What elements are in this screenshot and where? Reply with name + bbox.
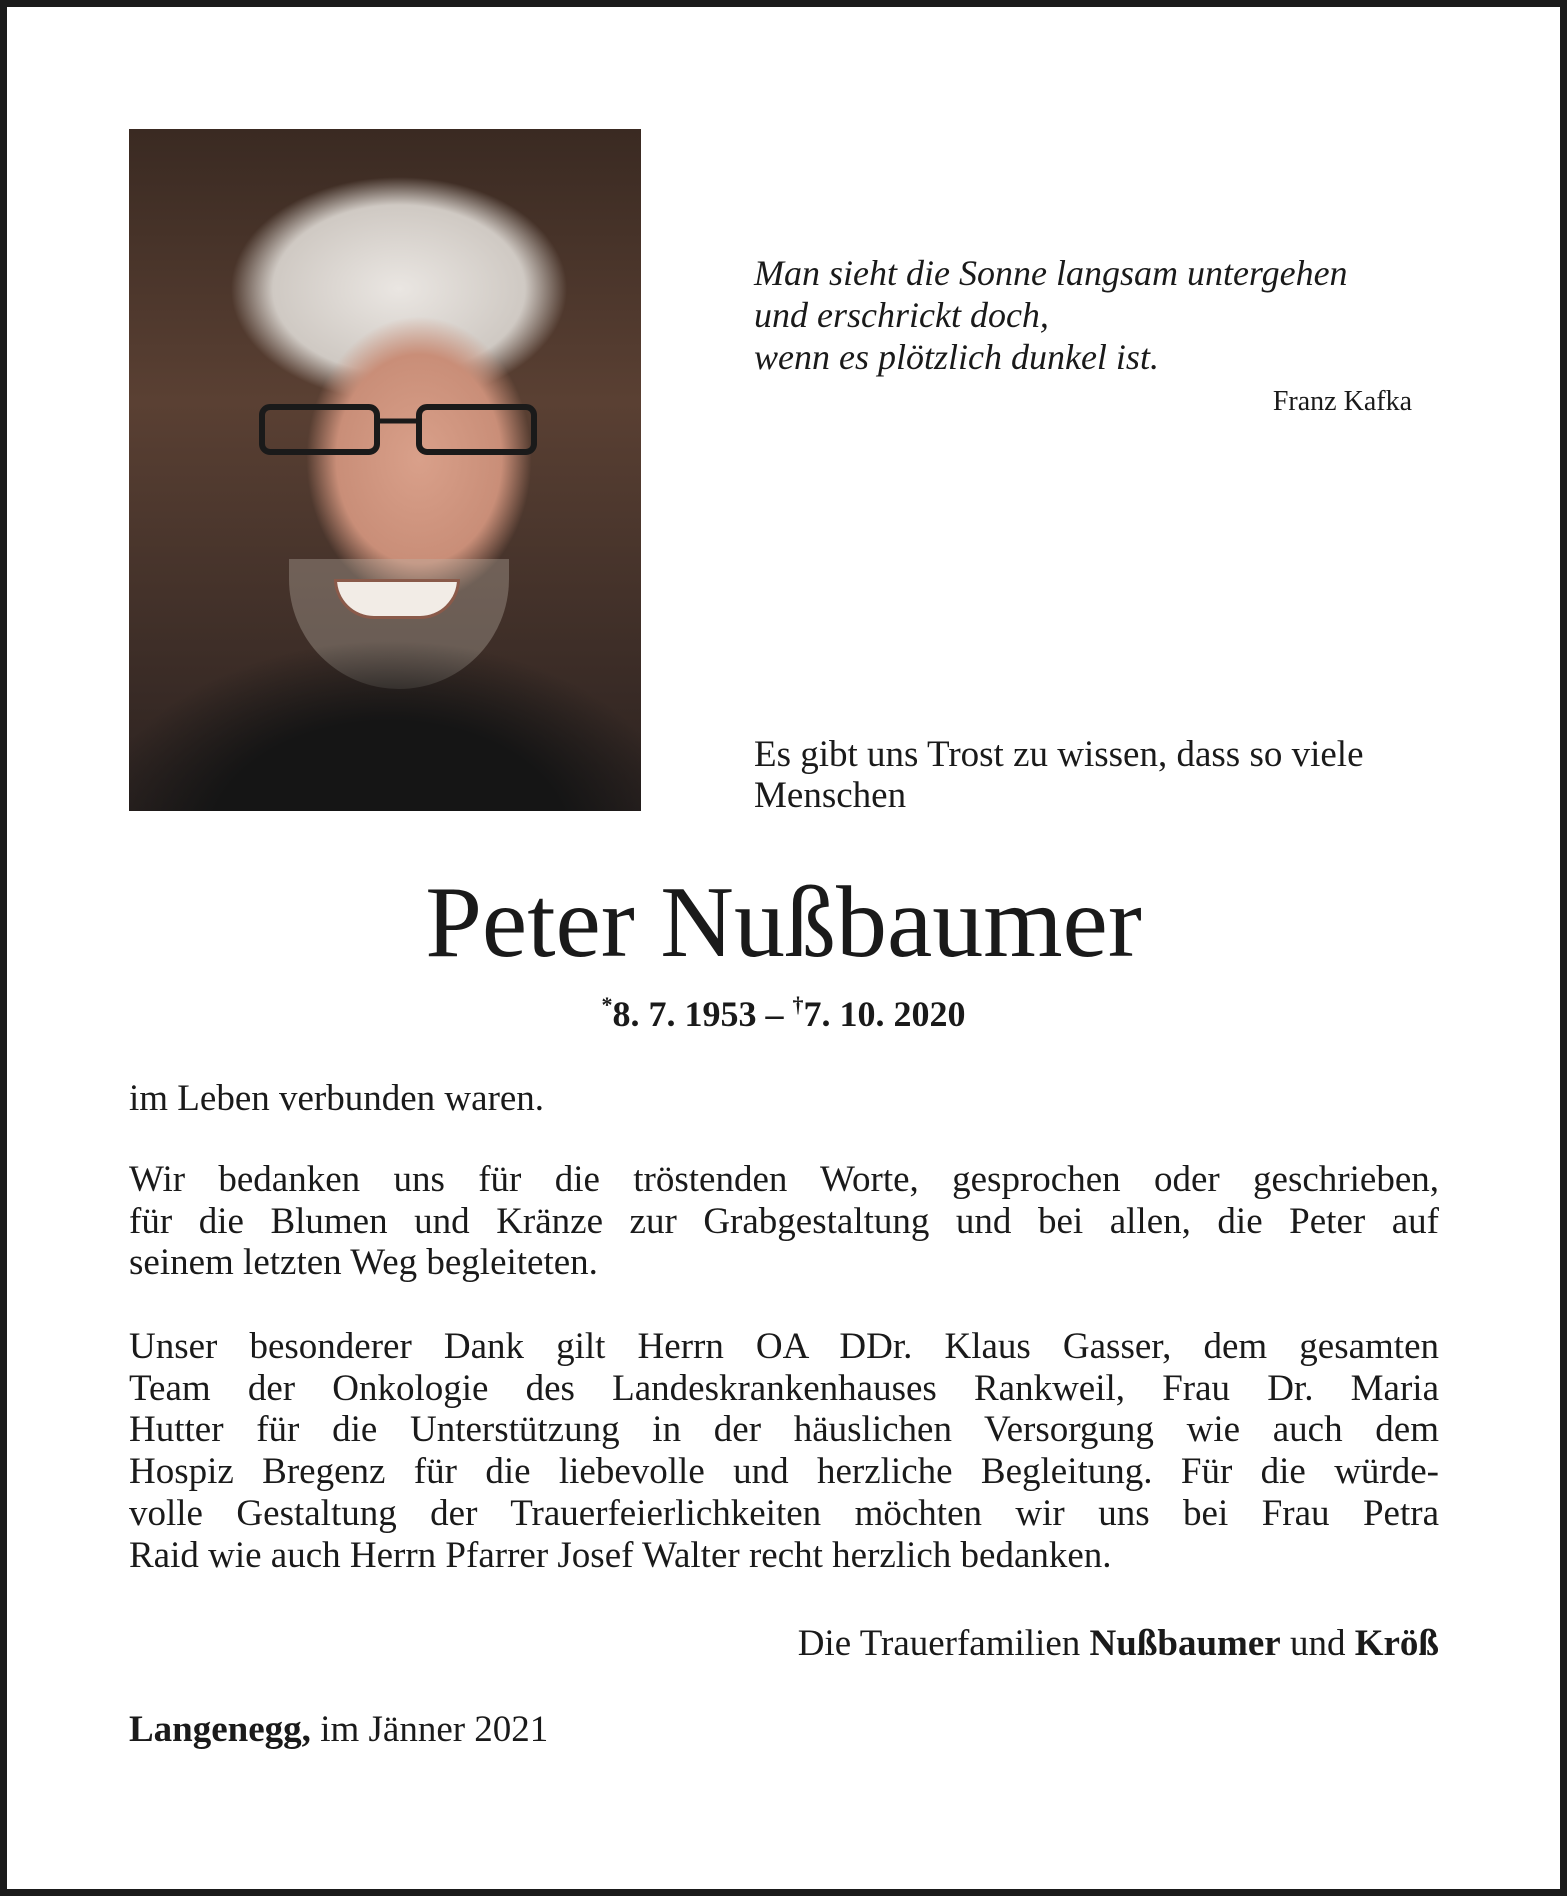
place-town: Langenegg, xyxy=(129,1709,311,1750)
date-separator: – xyxy=(756,994,793,1034)
intro-text xyxy=(754,734,1364,816)
family-name-2: Kröß xyxy=(1354,1623,1439,1664)
birth-date: 8. 7. 1953 xyxy=(612,994,757,1034)
quote-author: Franz Kafka xyxy=(1272,386,1412,417)
text-line: Wir bedanken uns für die tröstenden Worte, gesprochen oder geschrieben, xyxy=(129,1159,1439,1200)
paragraph-1 xyxy=(129,1078,1439,1120)
family-name-1: Nußbaumer xyxy=(1089,1623,1281,1664)
signature xyxy=(798,1622,1439,1665)
birth-symbol: * xyxy=(601,992,613,1017)
text-line: Unser besonderer Dank gilt Herrn OA DDr. Klaus Gasser, dem gesamten xyxy=(129,1326,1439,1367)
photo-shirt xyxy=(129,621,641,811)
life-dates xyxy=(0,992,1567,1035)
intro-line: Menschen xyxy=(754,775,907,816)
place-date-text: im Jänner 2021 xyxy=(310,1709,549,1750)
text-line: Team der Onkologie des Landeskrankenhauses Rankweil, Frau Dr. Maria xyxy=(129,1367,1439,1409)
paragraph-3 xyxy=(129,1326,1439,1576)
text-line: volle Gestaltung der Trauerfeierlichkeiten möchten wir uns bei Frau Petra xyxy=(129,1492,1439,1534)
photo-glasses xyxy=(254,399,544,459)
death-date: 7. 10. 2020 xyxy=(803,994,966,1034)
text-line: Raid wie auch Herrn Pfarrer Josef Walter recht herzlich bedanken. xyxy=(129,1534,1112,1576)
text-line: Hutter für die Unterstützung in der häuslichen Versorgung wie auch dem xyxy=(129,1409,1439,1451)
text-line: seinem letzten Weg begleiteten. xyxy=(129,1242,598,1284)
signature-and: und xyxy=(1280,1623,1355,1664)
quote-line: und erschrickt doch, xyxy=(754,295,1049,335)
deceased-name: Peter Nußbaumer xyxy=(425,866,1142,979)
death-symbol: † xyxy=(792,992,804,1017)
paragraph-2 xyxy=(129,1159,1439,1284)
signature-prefix: Die Trauerfamilien xyxy=(797,1623,1090,1664)
quote-line: wenn es plötzlich dunkel ist. xyxy=(754,337,1159,377)
quote xyxy=(754,252,1348,378)
portrait-photo xyxy=(129,129,641,811)
quote-line: Man sieht die Sonne langsam untergehen xyxy=(754,253,1348,293)
text-line: für die Blumen und Kränze zur Grabgestaltung und bei allen, die Peter auf xyxy=(129,1200,1439,1242)
text-line: Hospiz Bregenz für die liebevolle und herzliche Begleitung. Für die würde- xyxy=(129,1451,1439,1493)
place-date xyxy=(129,1708,548,1751)
intro-line: Es gibt uns Trost zu wissen, dass so viele xyxy=(754,734,1364,775)
text-line: im Leben verbunden waren. xyxy=(129,1078,545,1119)
